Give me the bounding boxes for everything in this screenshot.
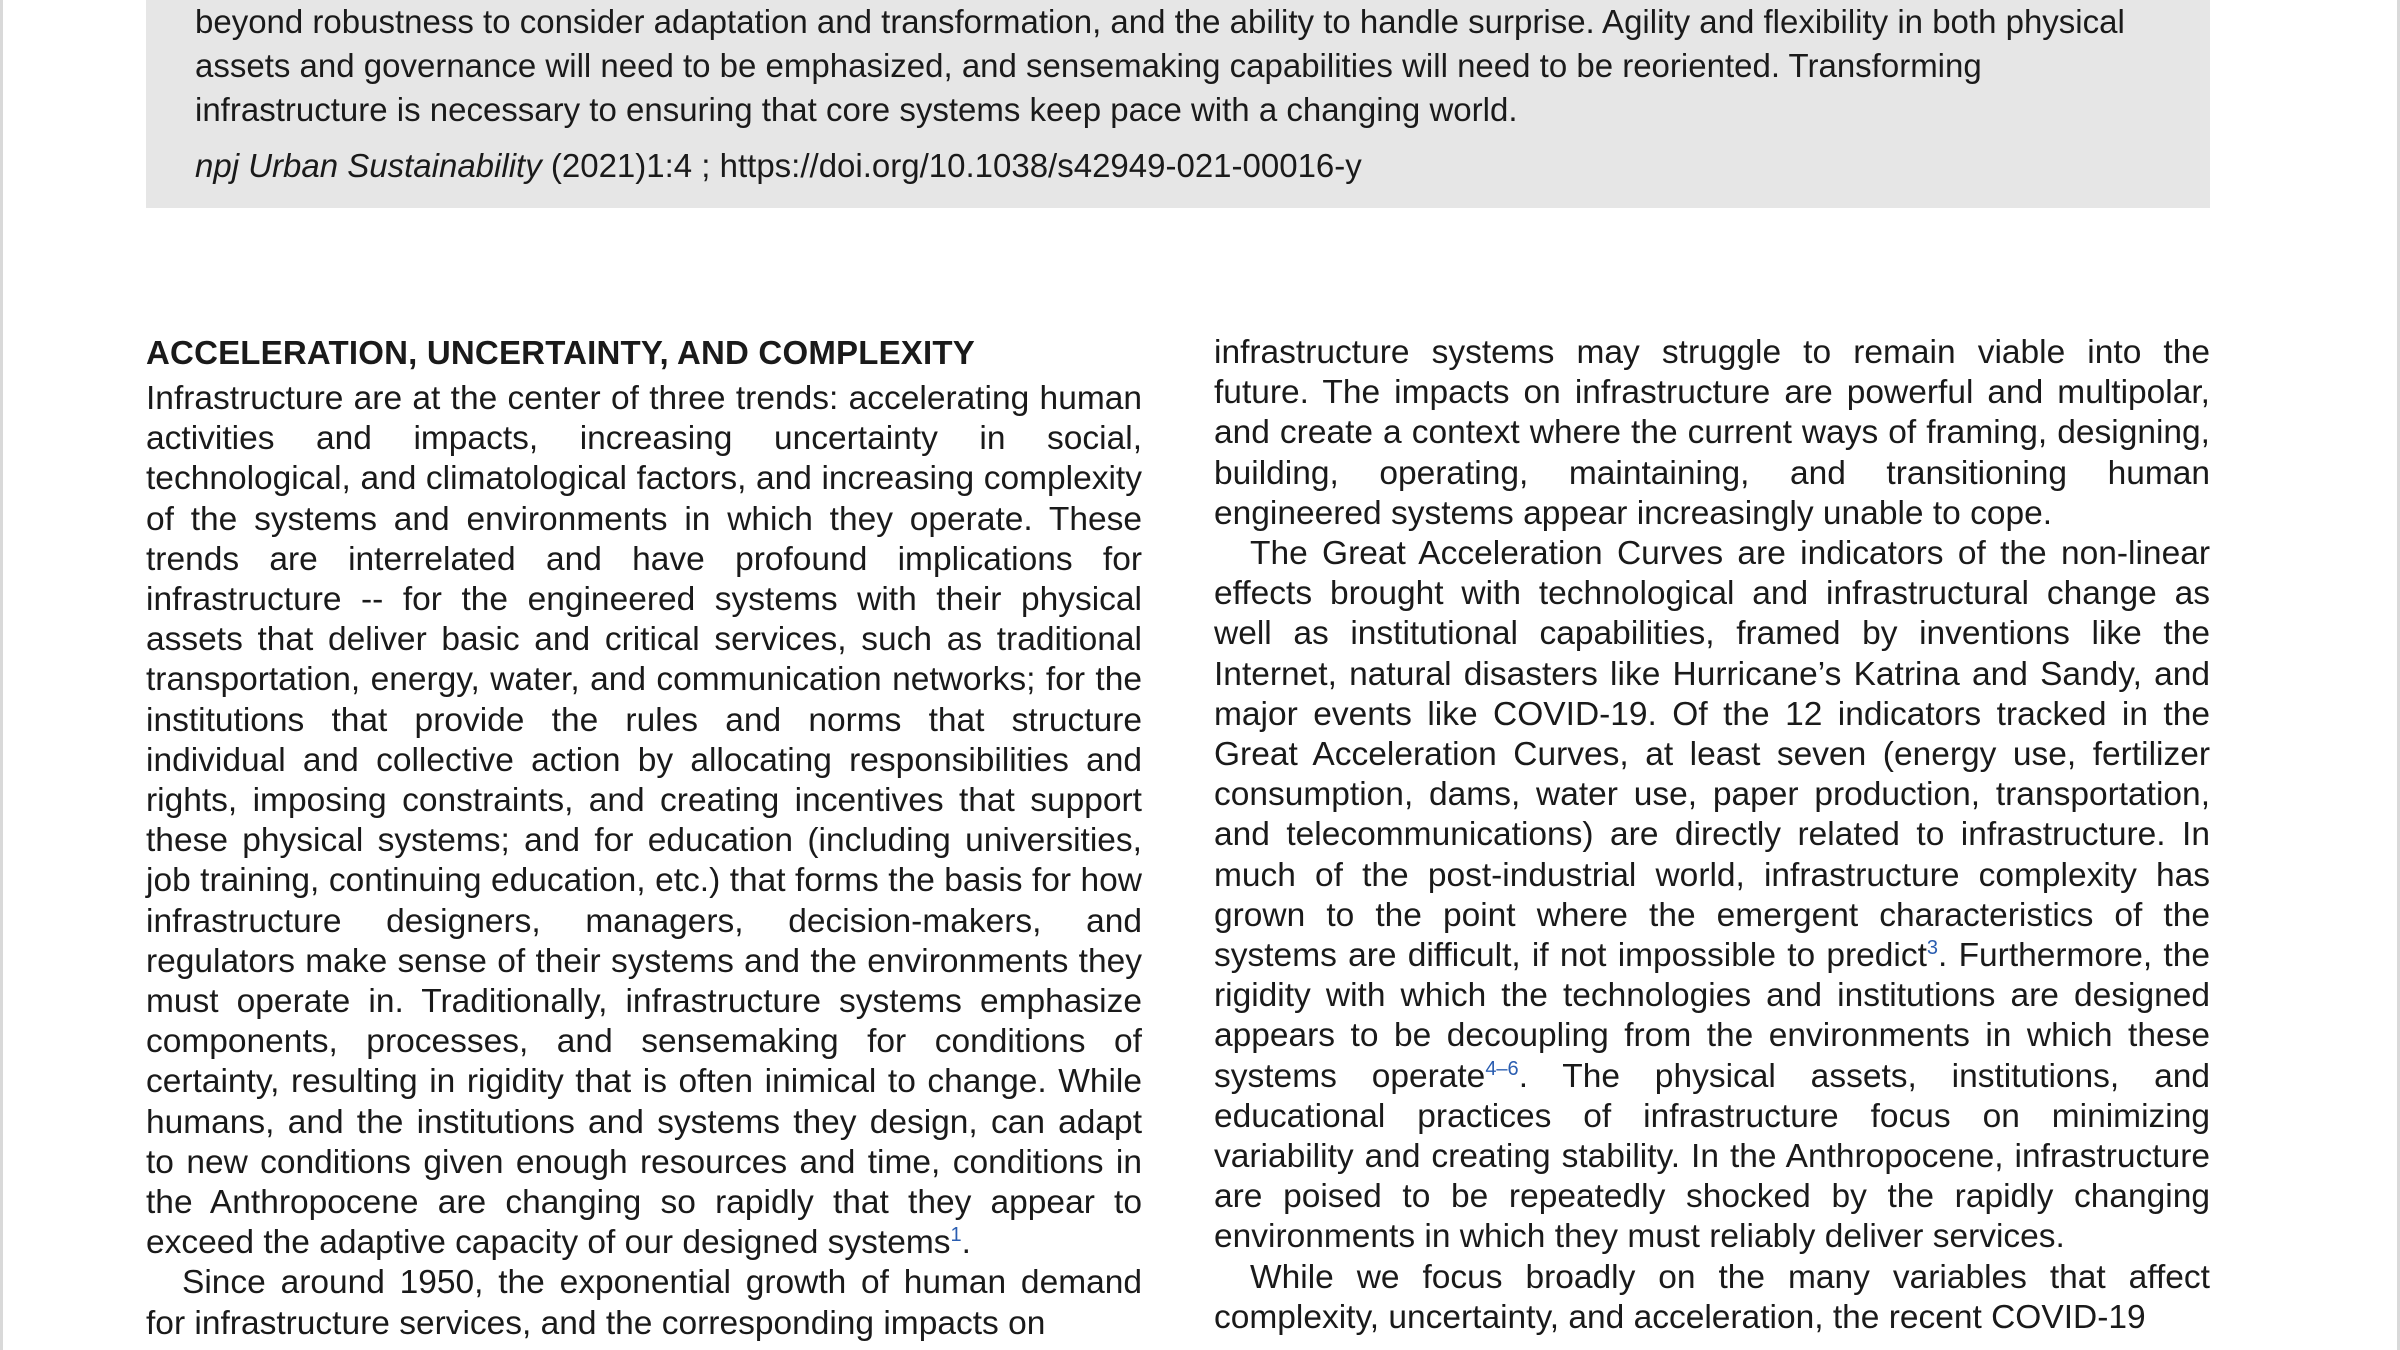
left-paragraph-1-end: .	[961, 1224, 971, 1262]
right-paragraph-2	[1214, 534, 2210, 1258]
reference-link-3[interactable]: 3	[1926, 936, 1939, 959]
reference-link-1[interactable]: 1	[950, 1224, 962, 1247]
right-paragraph-3: While we focus broadly on the many variables that affect complexity, uncertainty, and acceleration, the recent COVID-19	[1214, 1258, 2210, 1336]
reference-link-4-6[interactable]: 4–6	[1485, 1057, 1519, 1080]
citation-journal: npj Urban Sustainability	[195, 147, 542, 184]
right-column	[1214, 333, 2210, 1338]
left-paragraph-2: Since around 1950, the exponential growth of human demand for infrastructure services, and the corresponding impacts on	[146, 1264, 1142, 1342]
right-paragraph-1: infrastructure systems may struggle to remain viable into the future. The impacts on infrastructure are powerful and multipolar, and create a context where the current ways of framing, designing, building, operating, maintaining, and transitioning human engineered systems appear increasingly unable to cope.	[1214, 334, 2210, 532]
abstract-box	[146, 0, 2210, 208]
right-paragraph-2-part-c: . The physical assets, institutions, and educational practices of infrastructure focus on minimizing variability and creating stability. In the Anthropocene, infrastructure are poised to be repeatedly shocked by the rapidly changing environments in which they must reliably deliver services.	[1214, 1057, 2210, 1256]
left-column	[146, 333, 1142, 1344]
page-edge-left	[0, 0, 3, 1350]
right-paragraph-2-part-a: The Great Acceleration Curves are indicators of the non-linear effects brought with technological and infrastructural change as well as institutional capabilities, framed by inventions like the Internet, natural disasters like Hurricane’s Katrina and Sandy, and major events like COVID-19. Of the 12 indicators tracked in the Great Acceleration Curves, at least seven (energy use, fertilizer consumption, dams, water use, paper production, transportation, and telecommunications) are directly related to infrastructure. In much of the post-industrial world, infrastructure complexity has grown to the point where the emergent characteristics of the systems are difficult, if not impossible to predict	[1214, 535, 2210, 975]
left-paragraph-1	[146, 379, 1142, 1263]
section-heading: ACCELERATION, UNCERTAINTY, AND COMPLEXITY	[146, 334, 975, 371]
citation-doi[interactable]: (2021)1:4 ; https://doi.org/10.1038/s42949-021-00016-y	[541, 147, 1362, 184]
citation-line	[195, 144, 1362, 188]
left-paragraph-1-text: Infrastructure are at the center of three trends: accelerating human activities and impacts, increasing uncertainty in social, technological, and climatological factors, and increasing complexity of the systems and environments in which they operate. These trends are interrelated and have profound implications for infrastructure -- for the engineered systems with their physical assets that deliver basic and critical services, such as traditional transportation, energy, water, and communication networks; for the institutions that provide the rules and norms that structure individual and collective action by allocating responsibilities and rights, imposing constraints, and creating incentives that support these physical systems; and for education (including universities, job training, continuing education, etc.) that forms the basis for how infrastructure designers, managers, decision-makers, and regulators make sense of their systems and the environments they must operate in. Traditionally, infrastructure systems emphasize components, processes, and sensemaking for conditions of certainty, resulting in rigidity that is often inimical to change. While humans, and the institutions and systems they design, can adapt to new conditions given enough resources and time, conditions in the Anthropocene are changing so rapidly that they appear to exceed the adaptive capacity of our designed systems	[146, 380, 1142, 1262]
right-paragraph-2-part-b: . Furthermore, the rigidity with which the technologies and institutions are designed appears to be decoupling from the environments in which these systems operate	[1214, 937, 2210, 1095]
abstract-text: beyond robustness to consider adaptation and transformation, and the ability to handle surprise. Agility and flexibility in both physical assets and governance will need to be emphasized, and sensemaking capabilities will need to be reoriented. Transforming infrastructure is necessary to ensuring that core systems keep pace with a changing world.	[195, 3, 2125, 128]
